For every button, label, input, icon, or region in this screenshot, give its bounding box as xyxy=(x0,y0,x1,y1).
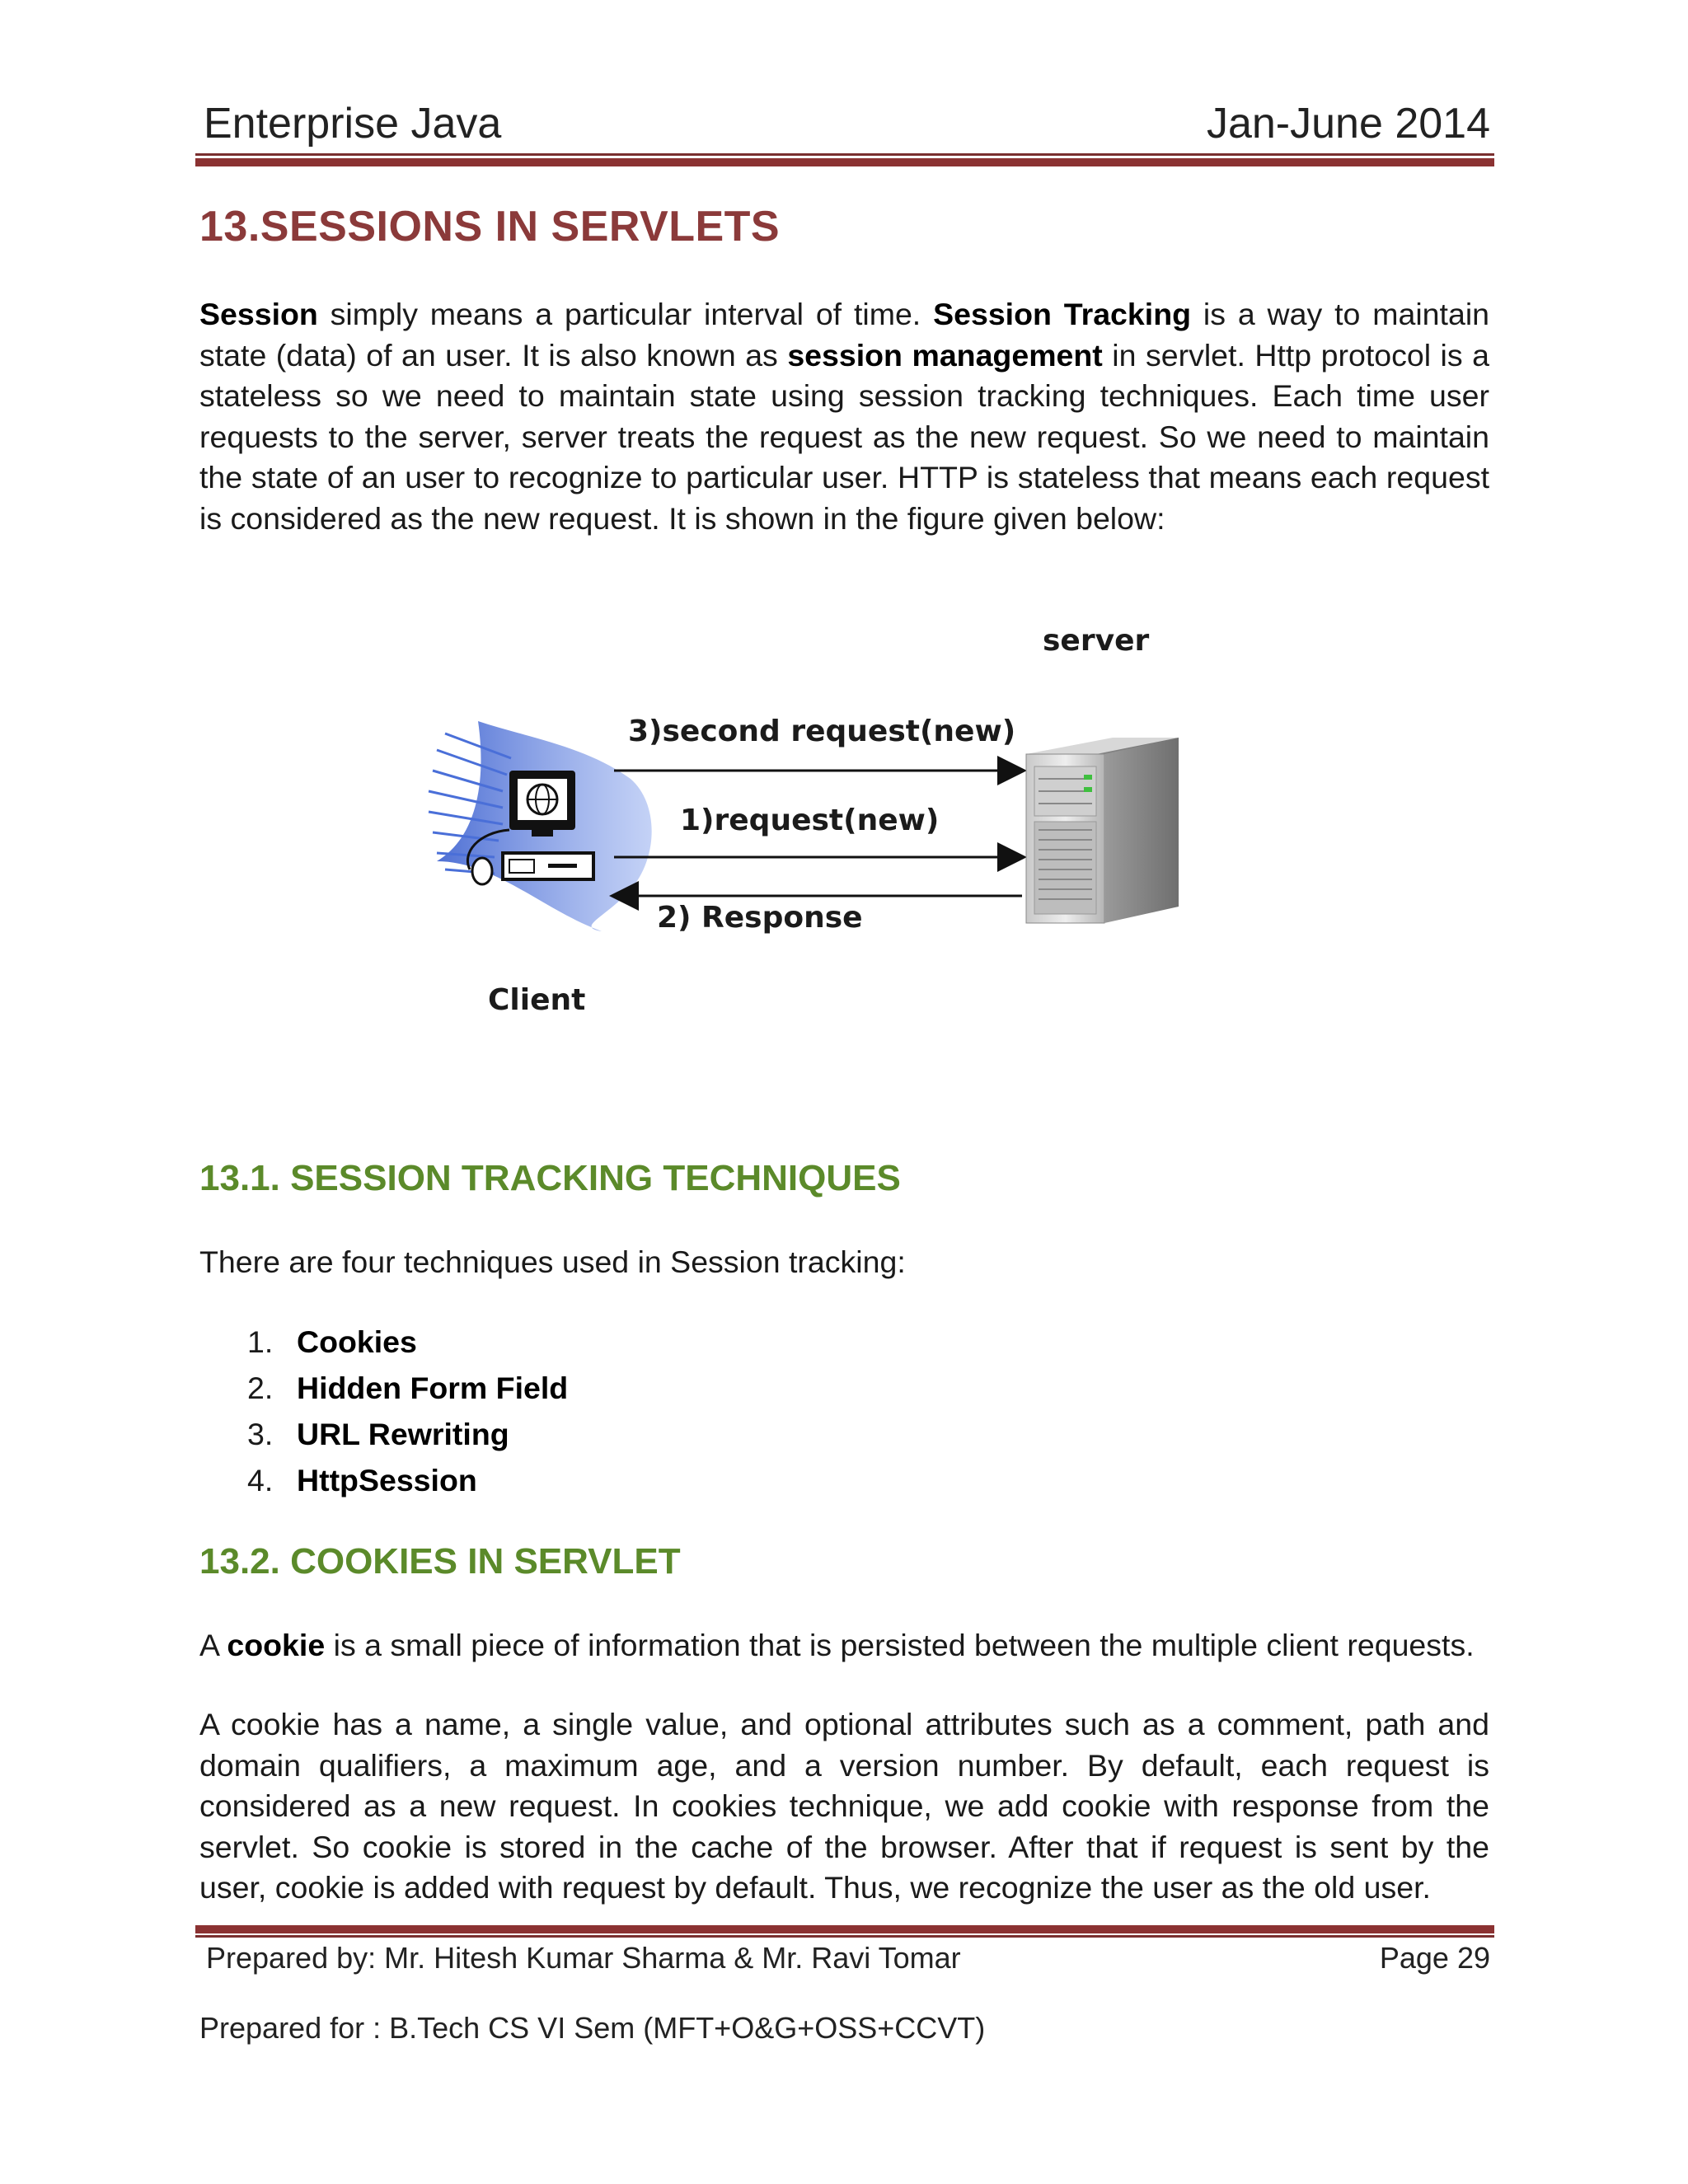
cookie-def-post: is a small piece of information that is persisted between the multiple client requests. xyxy=(325,1628,1475,1662)
footer-page-number: Page 29 xyxy=(1379,1941,1490,1975)
footer-prepared-by: Prepared by: Mr. Hitesh Kumar Sharma & Mr. Ravi Tomar xyxy=(206,1941,961,1975)
subsection-cookies-title: 13.2. COOKIES IN SERVLET xyxy=(199,1541,681,1582)
term-session-tracking: Session Tracking xyxy=(933,297,1192,331)
header-term: Jan-June 2014 xyxy=(1206,100,1490,148)
techniques-list xyxy=(247,1319,568,1503)
intro-text-3: in servlet. Http protocol is a stateless so we need to maintain state using session tracking techniques. Each time user requests to the server, server treats the request as the new request. So we need to maintain the state of an user to recognize to particular user. HTTP is stateless that means each request is considered as the new request. It is shown in the figure given below: xyxy=(199,337,1489,536)
list-item: 1. Cookies xyxy=(247,1324,417,1359)
section-title: 13.SESSIONS IN SERVLETS xyxy=(199,203,781,251)
term-cookie: cookie xyxy=(227,1628,326,1662)
server-tower-icon xyxy=(1026,738,1179,923)
footer-prepared-for: Prepared for : B.Tech CS VI Sem (MFT+O&G+OSS+CCVT) xyxy=(199,2011,986,2045)
session-diagram xyxy=(412,614,1228,1043)
header-course-title: Enterprise Java xyxy=(204,100,502,148)
list-item: 2. Hidden Form Field xyxy=(247,1371,569,1405)
second-request-label: 3)second request(new) xyxy=(628,715,1016,748)
term-session: Session xyxy=(199,297,318,331)
subsection-tracking-title: 13.1. SESSION TRACKING TECHNIQUES xyxy=(199,1158,901,1198)
response-label: 2) Response xyxy=(657,901,863,935)
header-rule-thin xyxy=(195,153,1494,156)
intro-text-1: simply means a particular interval of time. xyxy=(317,297,934,331)
footer-rule-thin xyxy=(195,1935,1494,1938)
cookie-def-pre: A xyxy=(199,1628,227,1662)
server-label: server xyxy=(1043,624,1150,658)
intro-paragraph xyxy=(199,294,1489,539)
cookie-details-paragraph: A cookie has a name, a single value, and optional attributes such as a comment, path and domain qualifiers, a maximum age, and a version number. By default, each request is considered as a new request. In cookies technique, we add cookie with response from the servlet. So cookie is stored in the cache of the browser. After that if request is sent by the user, cookie is added with request by default. Thus, we recognize the user as the old user. xyxy=(199,1707,1489,1905)
footer-rule-thick xyxy=(195,1925,1494,1933)
cookie-definition xyxy=(199,1625,1489,1666)
term-session-management: session management xyxy=(787,337,1103,373)
list-item: 4. HttpSession xyxy=(247,1463,477,1497)
list-item: 3. URL Rewriting xyxy=(247,1417,509,1451)
request-label: 1)request(new) xyxy=(680,804,940,837)
tracking-intro: There are four techniques used in Session tracking: xyxy=(199,1244,906,1279)
header-rule-thick xyxy=(195,158,1494,166)
intro-text-2: is a way to maintain state (data) of an user. It is also known as xyxy=(199,297,1490,373)
client-label: Client xyxy=(488,983,586,1017)
